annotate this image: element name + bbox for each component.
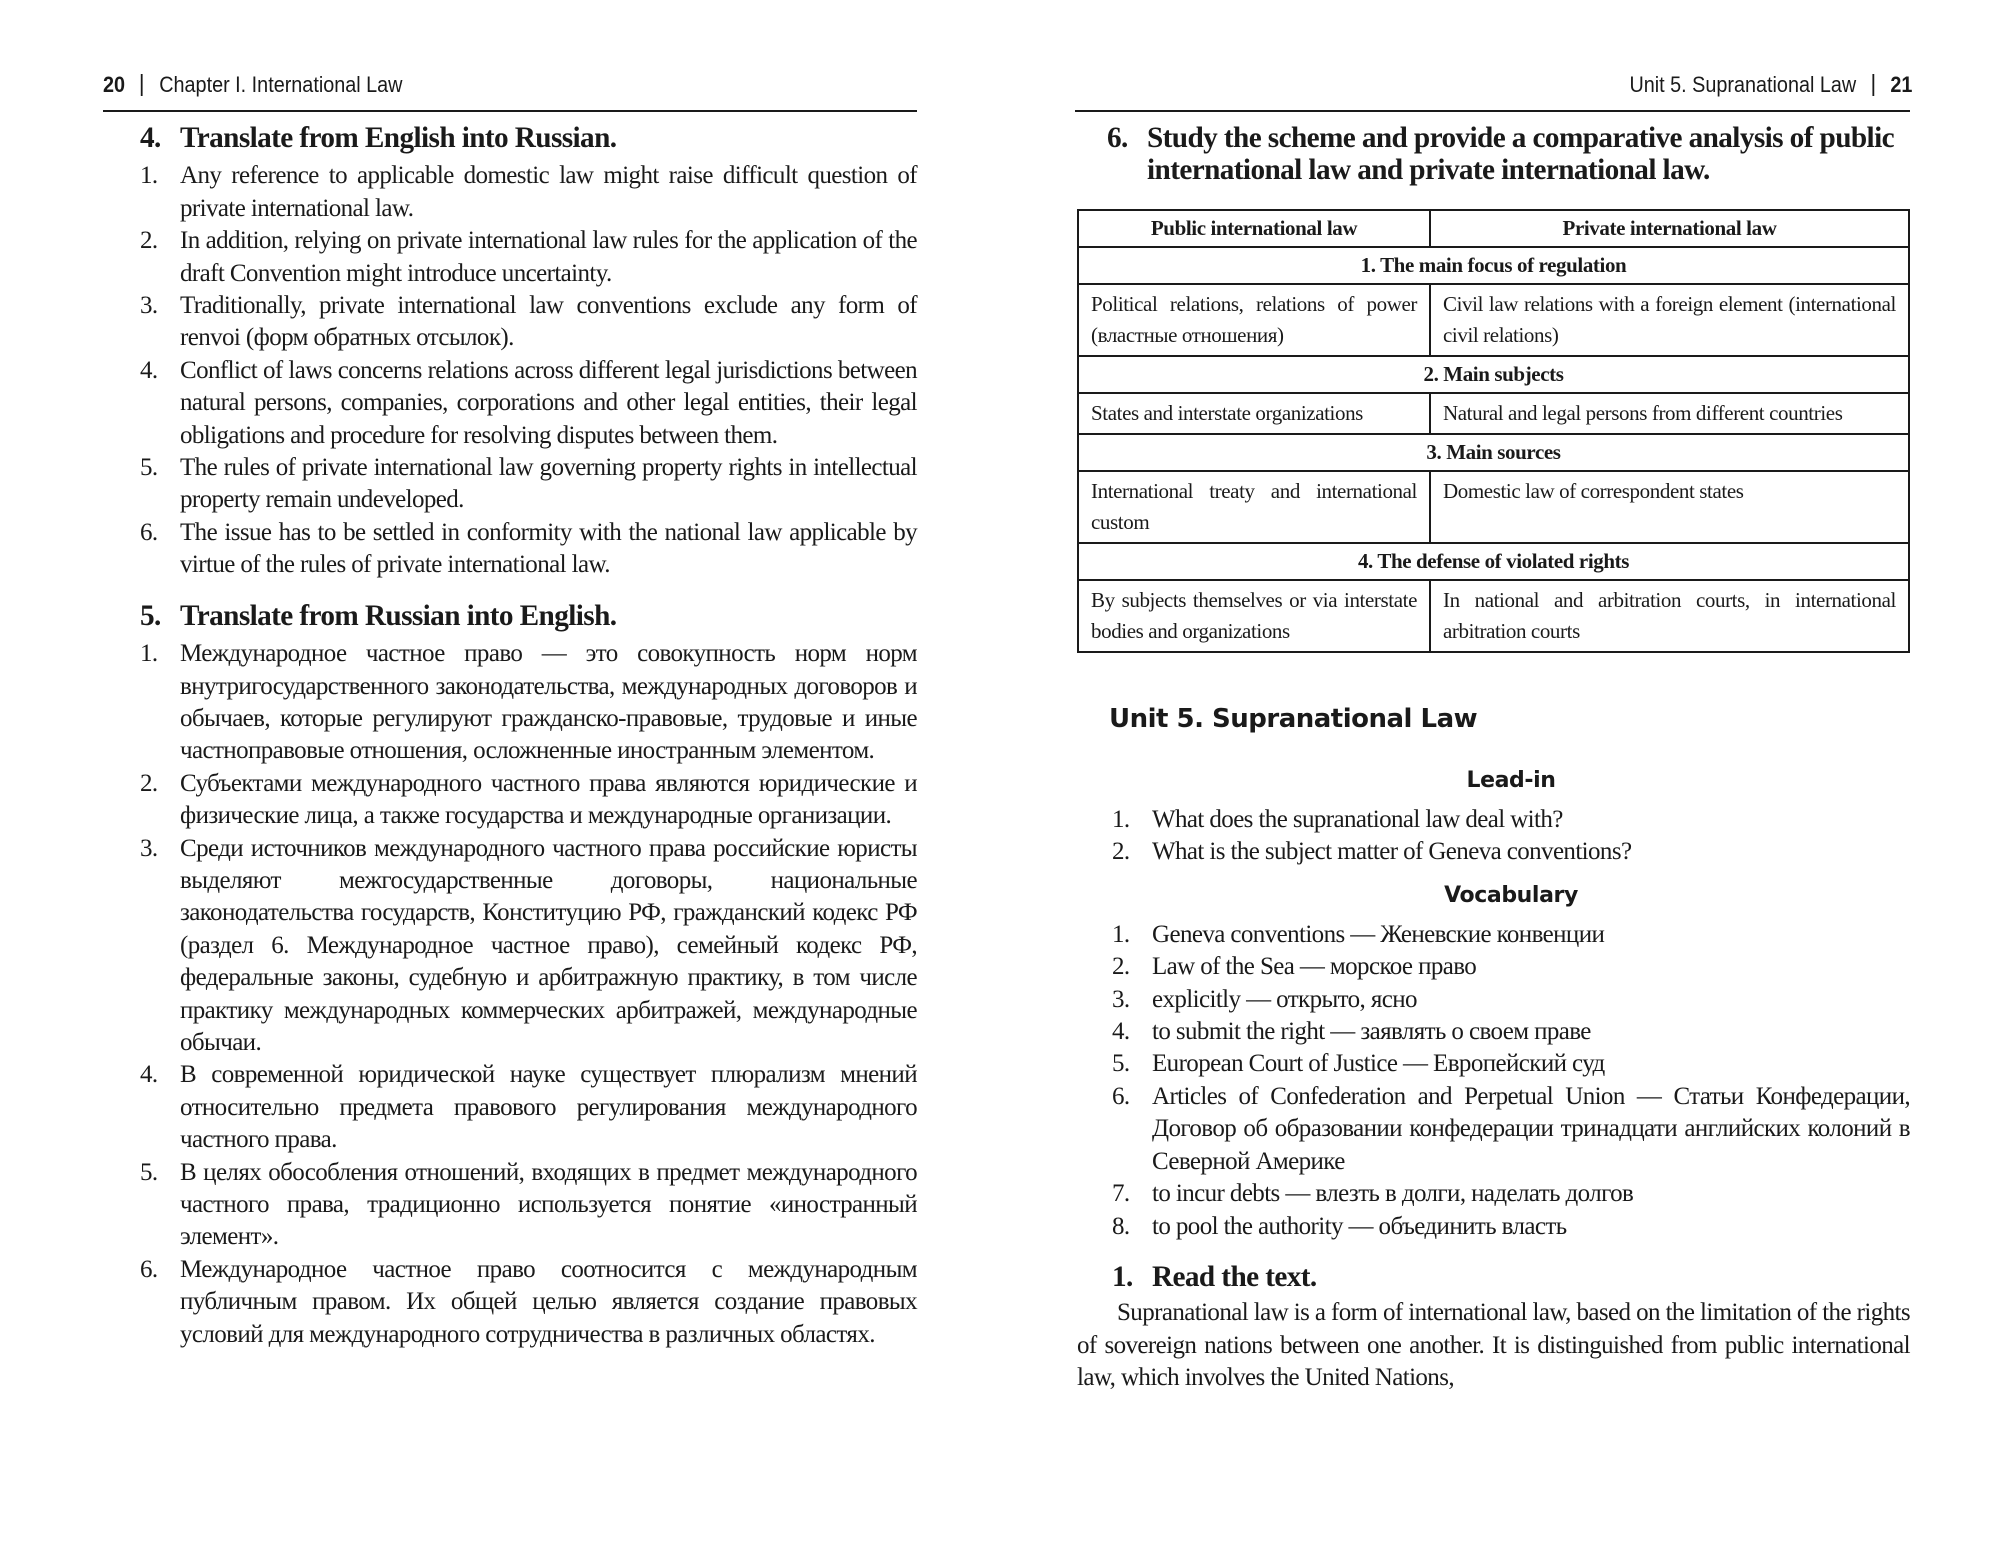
item-text: Среди источников международного частного права российские юристы выделяют межгосударственные договоры, национальные законодательства государств, Конституцию РФ, гражданский кодекс РФ (раздел 6. Международное частное право), семейный кодекс РФ, федеральные законы, судебную и арбитражную практику, в том числе практику международных коммерческих арбитражей, международные обычаи. xyxy=(180,834,917,1056)
lead-in-heading: Lead-in xyxy=(1466,768,1556,794)
item-text: В целях обособления отношений, входящих в предмет международного частного права, традиционно используется понятие «иностранный элемент». xyxy=(180,1158,917,1251)
item-number: 4. xyxy=(140,1061,158,1089)
list-item xyxy=(140,1059,917,1156)
header-rule xyxy=(103,110,917,112)
item-number: 2. xyxy=(140,227,158,255)
section-row xyxy=(1078,356,1909,393)
list-item xyxy=(1112,1048,1910,1080)
item-text: Субъектами международного частного права являются юридические и физические лица, а также государства и международные организации. xyxy=(180,769,917,830)
table-row xyxy=(1078,580,1909,652)
private-cell: Domestic law of correspondent states xyxy=(1430,471,1909,543)
table-row xyxy=(1078,393,1909,434)
list-item xyxy=(140,1157,917,1254)
list-item xyxy=(140,517,917,582)
right-page xyxy=(1000,0,2000,1545)
right-column xyxy=(1077,122,1910,1395)
item-text: What does the supranational law deal with? xyxy=(1152,805,1563,833)
exercise-title: Study the scheme and provide a comparative analysis of public international law and private international law. xyxy=(1147,122,1894,187)
item-text: В современной юридической науке существует плюрализм мнений относительно предмета правового регулирования международного частного права. xyxy=(180,1061,917,1154)
item-text: to pool the authority — объединить власть xyxy=(1152,1212,1567,1240)
section-title: 3. Main sources xyxy=(1078,434,1909,471)
item-text: Law of the Sea — морское право xyxy=(1152,953,1477,981)
list-item xyxy=(140,452,917,517)
vocabulary-list xyxy=(1112,919,1910,1243)
list-item xyxy=(140,225,917,290)
item-number: 2. xyxy=(1112,953,1130,981)
exercise-title: Read the text. xyxy=(1152,1260,1317,1293)
public-cell: International treaty and international custom xyxy=(1078,471,1430,543)
running-head xyxy=(103,72,402,98)
list-item xyxy=(140,160,917,225)
lead-in-list xyxy=(1112,804,1910,869)
exercise-4-list xyxy=(140,160,917,581)
item-number: 5. xyxy=(140,1158,158,1186)
item-number: 6. xyxy=(140,1255,158,1283)
item-number: 7. xyxy=(1112,1180,1130,1208)
item-number: 3. xyxy=(140,292,158,320)
item-text: Traditionally, private international law conventions exclude any form of renvoi (форм обратных отсылок). xyxy=(180,292,917,352)
item-number: 8. xyxy=(1112,1212,1130,1240)
section-row xyxy=(1078,543,1909,580)
running-head xyxy=(1629,72,1912,98)
list-item xyxy=(1112,836,1910,868)
item-number: 1. xyxy=(140,162,158,190)
page-number: 20 xyxy=(103,72,126,97)
header-rule xyxy=(1075,110,1910,112)
list-item xyxy=(140,768,917,833)
list-item xyxy=(140,638,917,768)
item-number: 6. xyxy=(140,518,158,546)
list-item xyxy=(1112,1081,1910,1178)
exercise-5-list xyxy=(140,638,917,1351)
left-column xyxy=(140,122,917,1351)
item-text: European Court of Justice — Европейский суд xyxy=(1152,1050,1605,1078)
list-item xyxy=(1112,951,1910,983)
item-number: 3. xyxy=(1112,985,1130,1013)
exercise-title: Translate from English into Russian. xyxy=(180,122,617,154)
divider xyxy=(141,74,143,96)
exercise-6-heading xyxy=(1107,122,1910,187)
item-number: 4. xyxy=(1112,1018,1130,1046)
item-text: Международное частное право соотносится с международным публичным правом. Их общей целью является создание правовых условий для международного сотрудничества в различных областях. xyxy=(180,1255,917,1348)
public-cell: By subjects themselves or via interstate bodies and organizations xyxy=(1078,580,1430,652)
list-item xyxy=(140,833,917,1060)
unit-heading: Unit 5. Supranational Law xyxy=(1109,703,1478,734)
list-item xyxy=(140,355,917,452)
section-title: 4. The defense of violated rights xyxy=(1078,543,1909,580)
exercise-5-heading xyxy=(140,600,917,632)
column-header: Public international law xyxy=(1078,210,1430,247)
public-cell: Political relations, relations of power (властные отношения) xyxy=(1078,284,1430,356)
item-text: Any reference to applicable domestic law might raise difficult question of private international law. xyxy=(180,162,917,222)
vocabulary-heading: Vocabulary xyxy=(1444,883,1578,909)
list-item xyxy=(1112,1211,1910,1243)
unit-title-header: Unit 5. Supranational Law xyxy=(1629,72,1856,97)
list-item xyxy=(140,290,917,355)
item-text: What is the subject matter of Geneva conventions? xyxy=(1152,838,1632,866)
exercise-number: 1. xyxy=(1112,1260,1133,1293)
list-item xyxy=(1112,1178,1910,1210)
list-item xyxy=(1112,984,1910,1016)
list-item xyxy=(1112,919,1910,951)
exercise-4-heading xyxy=(140,122,917,154)
item-number: 1. xyxy=(140,640,158,668)
list-item xyxy=(140,1254,917,1351)
item-text: to incur debts — влезть в долги, наделать долгов xyxy=(1152,1180,1634,1208)
list-item xyxy=(1112,804,1910,836)
item-number: 1. xyxy=(1112,805,1130,833)
section-title: 1. The main focus of regulation xyxy=(1078,247,1909,284)
comparison-table xyxy=(1077,209,1910,653)
item-text: The rules of private international law governing property rights in intellectual property remain undeveloped. xyxy=(180,454,917,514)
item-number: 4. xyxy=(140,356,158,384)
section-row xyxy=(1078,434,1909,471)
table-row xyxy=(1078,471,1909,543)
item-number: 6. xyxy=(1112,1082,1130,1110)
exercise-title: Translate from Russian into English. xyxy=(180,599,617,632)
exercise-number: 4. xyxy=(140,122,161,154)
section-title: 2. Main subjects xyxy=(1078,356,1909,393)
column-header: Private international law xyxy=(1430,210,1909,247)
item-number: 2. xyxy=(1112,838,1130,866)
item-text: The issue has to be settled in conformity with the national law applicable by virtue of the rules of private international law. xyxy=(180,518,917,579)
private-cell: Natural and legal persons from different countries xyxy=(1430,393,1909,434)
item-number: 2. xyxy=(140,769,158,797)
item-number: 5. xyxy=(140,454,158,482)
item-number: 3. xyxy=(140,834,158,862)
item-number: 5. xyxy=(1112,1050,1130,1078)
table-row xyxy=(1078,284,1909,356)
page-number: 21 xyxy=(1889,72,1912,97)
exercise-number: 6. xyxy=(1107,122,1128,154)
item-text: Conflict of laws concerns relations across different legal jurisdictions between natural persons, companies, corporations and other legal entities, their legal obligations and procedure for resolving disputes between them. xyxy=(180,356,917,449)
item-number: 1. xyxy=(1112,920,1130,948)
public-cell: States and interstate organizations xyxy=(1078,393,1430,434)
section-row xyxy=(1078,247,1909,284)
exercise-number: 5. xyxy=(140,599,161,632)
table-header-row xyxy=(1078,210,1909,247)
item-text: Articles of Confederation and Perpetual Union — Статьи Конфедерации, Договор об образовании конфедерации тринадцати английских колоний в Северной Америке xyxy=(1152,1082,1910,1175)
item-text: explicitly — открыто, ясно xyxy=(1152,985,1417,1013)
list-item xyxy=(1112,1016,1910,1048)
chapter-title: Chapter I. International Law xyxy=(159,72,403,97)
private-cell: Civil law relations with a foreign element (international civil relations) xyxy=(1430,284,1909,356)
private-cell: In national and arbitration courts, in international arbitration courts xyxy=(1430,580,1909,652)
item-text: to submit the right — заявлять о своем праве xyxy=(1152,1018,1591,1046)
reading-text: Supranational law is a form of international law, based on the limitation of the rights of sovereign nations between one another. It is distinguished from public international law, which involves the United Nations, xyxy=(1077,1299,1910,1392)
item-text: Международное частное право — это совокупность норм норм внутригосударственного законодательства, международных договоров и обычаев, которые регулируют гражданско-правовые, трудовые и иные частноправовые отношения, осложненные иностранным элементом. xyxy=(180,640,917,765)
exercise-1-heading xyxy=(1112,1261,1910,1293)
item-text: Geneva conventions — Женевские конвенции xyxy=(1152,920,1605,948)
item-text: In addition, relying on private international law rules for the application of the draft Convention might introduce uncertainty. xyxy=(180,227,917,287)
divider xyxy=(1872,74,1874,96)
